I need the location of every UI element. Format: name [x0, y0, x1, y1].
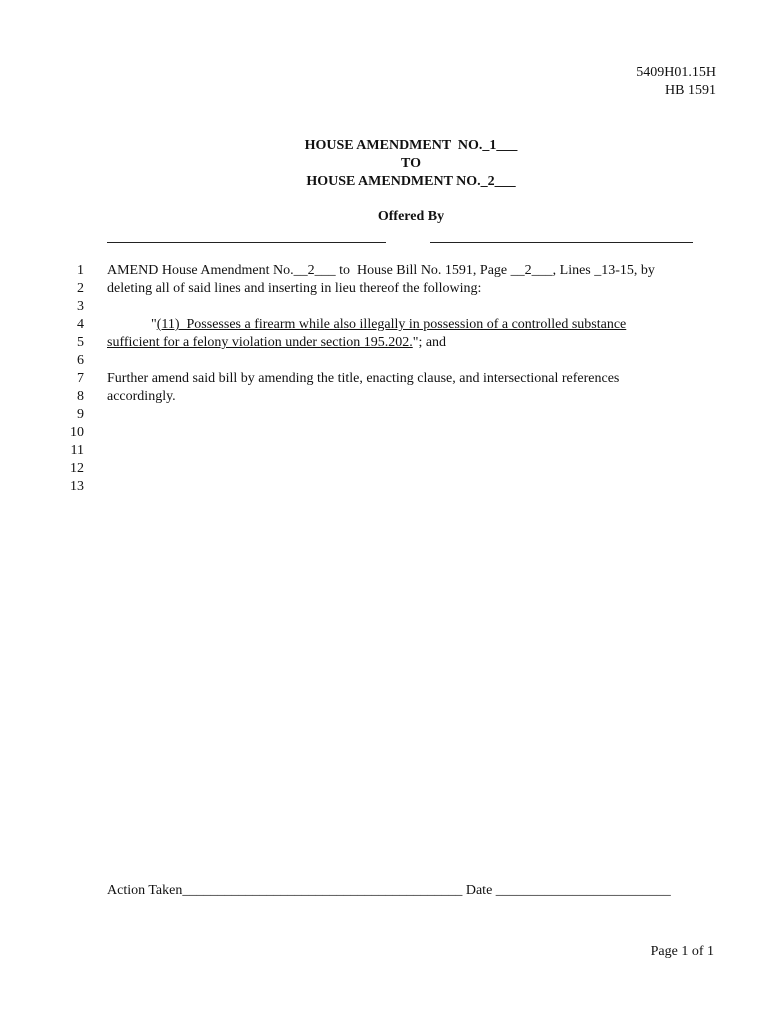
- amendment-body: [107, 262, 717, 406]
- close-quote-and: "; and: [412, 335, 447, 350]
- body-line-1: AMEND House Amendment No.__2___ to House Bill No. 1591, Page __2___, Lines _13-15, by: [107, 263, 655, 278]
- line-numbers: [60, 262, 84, 496]
- inserted-text-part-2: sufficient for a felony violation under section 195.202.: [107, 335, 413, 350]
- offered-by-label: Offered By: [377, 209, 445, 224]
- body-line-5: [107, 334, 717, 352]
- amendment-title: [0, 137, 770, 191]
- offered-by-signature-line-left: [107, 242, 386, 243]
- line-number: 13: [70, 479, 84, 494]
- line-number: 1: [77, 263, 84, 278]
- page-number: Page 1 of 1: [650, 944, 714, 959]
- line-number: 9: [77, 407, 84, 422]
- title-line-3: HOUSE AMENDMENT NO._2___: [306, 174, 516, 189]
- body-line-6: [107, 352, 717, 370]
- line-number: 4: [77, 317, 84, 332]
- body-line-4: [107, 316, 717, 334]
- bill-number: HB 1591: [665, 83, 716, 98]
- doc-code: 5409H01.15H: [636, 65, 716, 80]
- line-number: 5: [77, 335, 84, 350]
- title-line-2: TO: [401, 156, 421, 171]
- action-taken-date-line: Action Taken________________________________________ Date _________________________: [107, 883, 671, 898]
- body-line-8: accordingly.: [107, 389, 176, 404]
- line-number: 10: [70, 425, 84, 440]
- line-number: 12: [70, 461, 84, 476]
- body-line-2: deleting all of said lines and inserting in lieu thereof the following:: [107, 281, 482, 296]
- body-line-3: [107, 298, 717, 316]
- open-quote: ": [151, 317, 157, 332]
- line-number: 2: [77, 281, 84, 296]
- document-identifier: [636, 64, 716, 100]
- line-number: 8: [77, 389, 84, 404]
- inserted-text-part-1: (11) Possesses a firearm while also illegally in possession of a controlled substance: [156, 317, 627, 332]
- line-number: 3: [77, 299, 84, 314]
- line-number: 7: [77, 371, 84, 386]
- body-line-7: Further amend said bill by amending the title, enacting clause, and intersectional references: [107, 371, 620, 386]
- line-number: 6: [77, 353, 84, 368]
- title-line-1: HOUSE AMENDMENT NO._1___: [304, 138, 518, 153]
- offered-by-signature-line-right: [430, 242, 693, 243]
- line-number: 11: [70, 443, 84, 458]
